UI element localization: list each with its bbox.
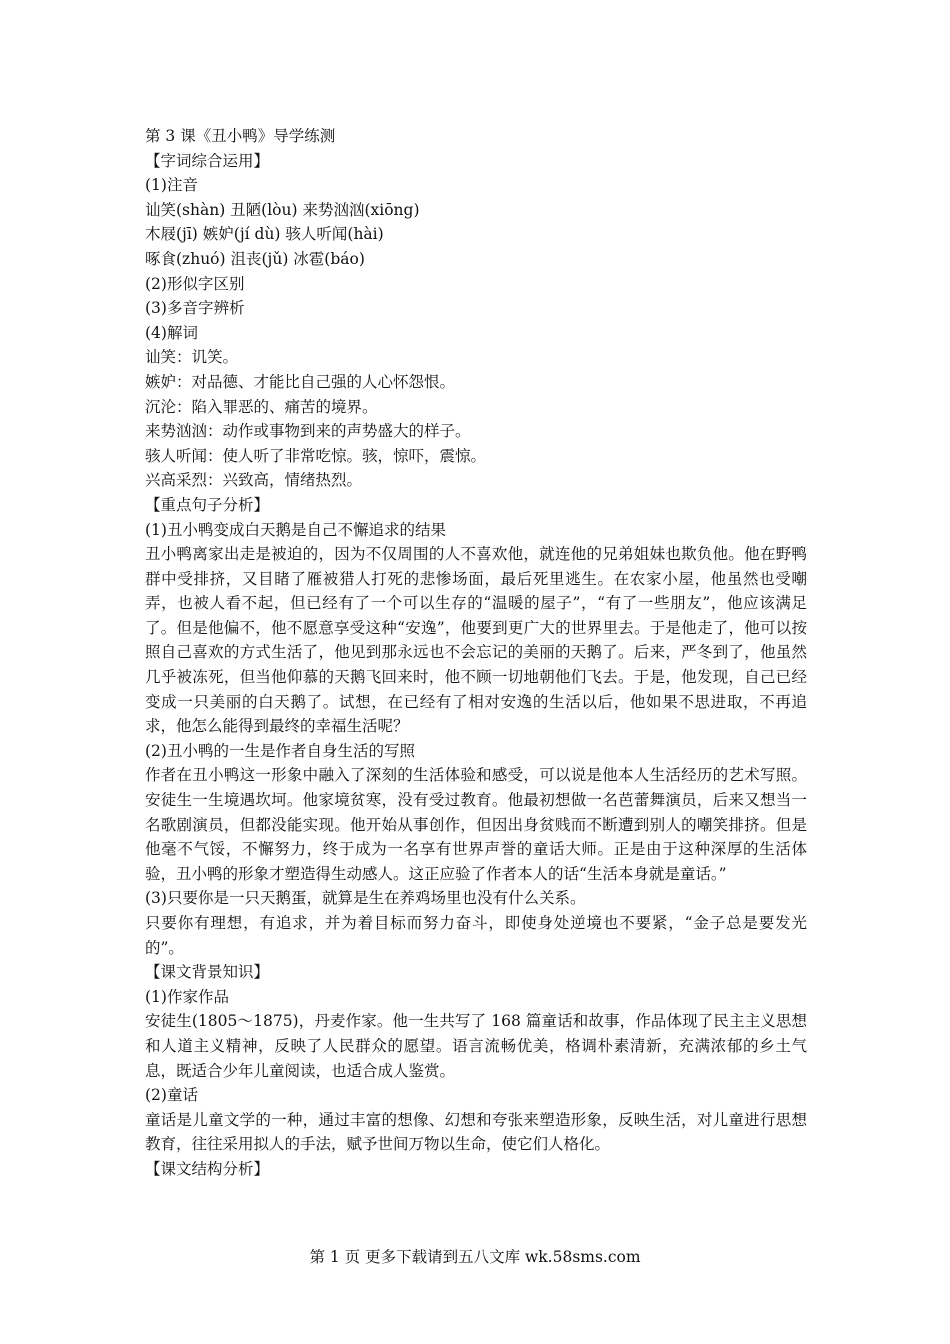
document-body — [145, 124, 807, 1182]
vocab-line: 骇人听闻：使人听了非常吃惊。骇，惊吓，震惊。 — [145, 446, 487, 465]
vocab-line: 木屐(jī) 嫉妒(jí dù) 骇人听闻(hài) — [145, 225, 384, 244]
vocab-line: 沉沦：陷入罪恶的、痛苦的境界。 — [145, 397, 378, 416]
section-heading-structure: 【课文结构分析】 — [145, 1159, 270, 1178]
section-heading-key-sentences: 【重点句子分析】 — [145, 495, 270, 514]
sentence-subheading: (1)丑小鸭变成白天鹅是自己不懈追求的结果 — [145, 520, 446, 539]
sentence-subheading: (2)丑小鸭的一生是作者自身生活的写照 — [145, 741, 415, 760]
sentence-analysis-paragraph: 作者在丑小鸭这一形象中融入了深刻的生活体验和感受，可以说是他本人生活经历的艺术写照。安徒生一生境遇坎坷。他家境贫寒，没有受过教育。他最初想做一名芭蕾舞演员，后来又想当一名歌剧演员，但都没能实现。他开始从事创作，但因出身贫贱而不断遭到别人的嘲笑排挤。但是他毫不气馁，不懈努力，终于成为一名享有世界声誉的童话大师。正是由于这种深厚的生活体验，丑小鸭的形象才塑造得生动感人。这正应验了作者本人的话“生活本身就是童话。” — [145, 766, 807, 883]
background-paragraph: 童话是儿童文学的一种，通过丰富的想像、幻想和夸张来塑造形象，反映生活，对儿童进行思想教育，往往采用拟人的手法，赋予世间万物以生命，使它们人格化。 — [145, 1110, 807, 1154]
vocab-line: (4)解词 — [145, 323, 198, 342]
vocab-line: 兴高采烈：兴致高，情绪热烈。 — [145, 471, 363, 490]
vocab-line: 来势汹汹：动作或事物到来的声势盛大的样子。 — [145, 422, 471, 441]
section-heading-vocabulary: 【字词综合运用】 — [145, 151, 270, 170]
vocab-line: 讪笑(shàn) 丑陋(lòu) 来势汹汹(xiōng) — [145, 200, 420, 219]
page-footer: 第 1 页 更多下载请到五八文库 wk.58sms.com — [309, 1248, 641, 1266]
background-subheading: (1)作家作品 — [145, 987, 229, 1006]
section-heading-background: 【课文背景知识】 — [145, 963, 270, 982]
background-subheading: (2)童话 — [145, 1086, 198, 1105]
background-paragraph: 安徒生(1805～1875)，丹麦作家。他一生共写了 168 篇童话和故事，作品体现了民主主义思想和人道主义精神，反映了人民群众的愿望。语言流畅优美，格调朴素清新，充满浓郁的乡土气息，既适合少年儿童阅读，也适合成人鉴赏。 — [145, 1012, 807, 1080]
sentence-analysis-paragraph: 丑小鸭离家出走是被迫的，因为不仅周围的人不喜欢他，就连他的兄弟姐妹也欺负他。他在野鸭群中受排挤，又目睹了雁被猎人打死的悲惨场面，最后死里逃生。在农家小屋，他虽然也受嘲弄，也被人看不起，但已经有了一个可以生存的“温暖的屋子”，“有了一些朋友”，他应该满足了。但是他偏不，他不愿意享受这种“安逸”，他要到更广大的世界里去。于是他走了，他可以按照自己喜欢的方式生活了，他见到那永远也不会忘记的美丽的天鹅了。后来，严冬到了，他虽然几乎被冻死，但当他仰慕的天鹅飞回来时，他不顾一切地朝他们飞去。于是，他发现，自己已经变成一只美丽的白天鹅了。试想，在已经有了相对安逸的生活以后，他如果不思进取，不再追求，他怎么能得到最终的幸福生活呢？ — [145, 545, 807, 736]
vocab-line: 啄食(zhuó) 沮丧(jǔ) 冰雹(báo) — [145, 249, 365, 268]
sentence-analysis-paragraph: 只要你有理想，有追求，并为着目标而努力奋斗，即使身处逆境也不要紧，“金子总是要发光的”。 — [145, 914, 807, 957]
document-title: 第 3 课《丑小鸭》导学练测 — [145, 127, 336, 145]
sentence-subheading: (3)只要你是一只天鹅蛋，就算是生在养鸡场里也没有什么关系。 — [145, 889, 586, 908]
vocab-line: (2)形似字区别 — [145, 274, 245, 293]
vocab-line: 嫉妒：对品德、才能比自己强的人心怀怨恨。 — [145, 372, 456, 391]
vocab-line: 讪笑：讥笑。 — [145, 348, 239, 367]
vocab-line: (3)多音字辨析 — [145, 299, 245, 318]
vocab-line: (1)注音 — [145, 176, 198, 195]
